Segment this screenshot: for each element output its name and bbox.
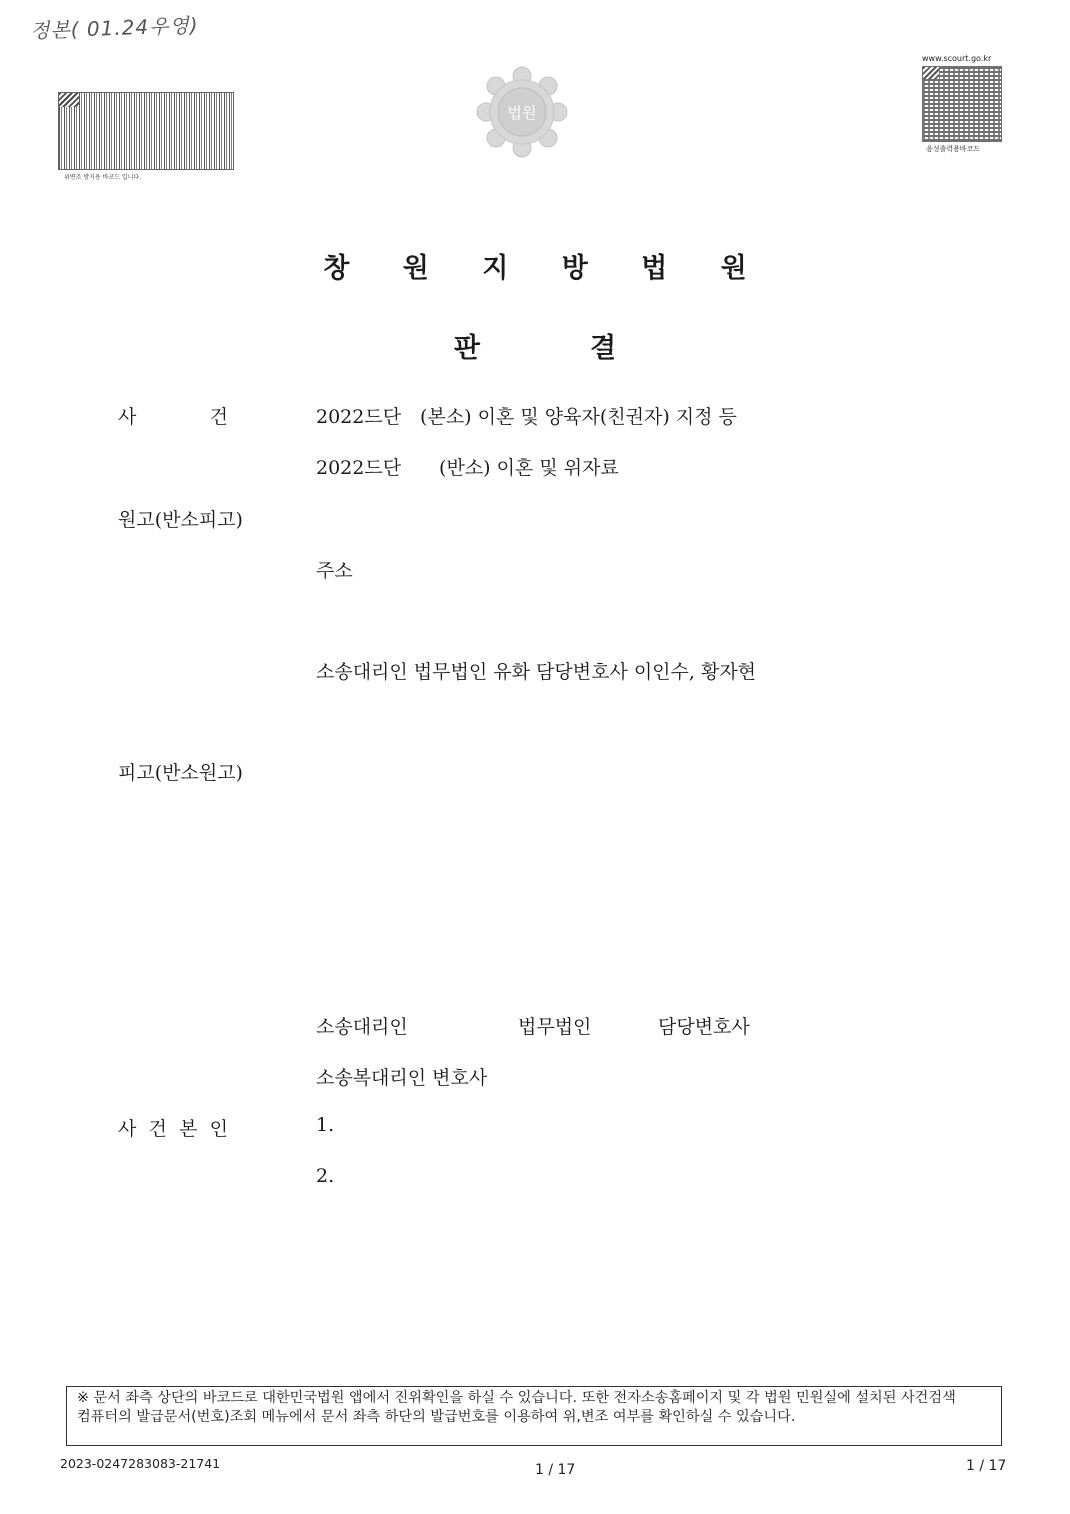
- page-number-right: 1 / 17: [966, 1458, 1007, 1474]
- court-name: 창 원 지 방 법 원: [323, 253, 769, 284]
- page-number-center: 1 / 17: [535, 1462, 576, 1478]
- voice-output-barcode: [922, 66, 1002, 142]
- case-line-counter: 2022드단 (반소) 이혼 및 위자료: [316, 457, 619, 479]
- seal-text: 법원: [507, 104, 537, 122]
- qr-url: www.scourt.go.kr: [922, 54, 992, 63]
- case-principals-label: 사 건 본 인: [118, 1118, 228, 1140]
- verification-notice: ※ 문서 좌측 상단의 바코드로 대한민국법원 앱에서 진위확인을 하실 수 있습니다. 또한 전자소송홈페이지 및 각 법원 민원실에 설치된 사건검색 컴퓨터의 발급문서(번호)조회 메뉴에서 문서 좌측 하단의 발급번호를 이용하여 위,변조 여부를 확인하실 수 있습니다.: [66, 1386, 1002, 1446]
- defendant-counsel-firm: 법무법인: [518, 1016, 592, 1038]
- document-title: [0, 326, 1070, 365]
- plaintiff-counsel: 소송대리인 법무법인 유화 담당변호사 이인수, 황자현: [316, 661, 757, 683]
- case-principal-2: 2.: [316, 1165, 335, 1187]
- defendant-counsel-attorney: 담당변호사: [658, 1016, 750, 1038]
- defendant-counsel-label: 소송대리인: [316, 1016, 408, 1038]
- case-line-main: 2022드단 (본소) 이혼 및 양육자(친권자) 지정 등: [316, 406, 737, 428]
- document-title-right: 결: [590, 333, 617, 364]
- defendant-sub-counsel: 소송복대리인 변호사: [316, 1067, 488, 1089]
- issue-number: 2023-0247283083-21741: [60, 1456, 221, 1471]
- document-title-left: 판: [453, 333, 480, 364]
- case-label: 사 건: [118, 406, 228, 428]
- qr-caption: 음성출력용바코드: [926, 145, 981, 153]
- plaintiff-address-label: 주소: [316, 560, 353, 582]
- handwritten-note: 정본( 01.24우영): [29, 13, 199, 43]
- defendant-label: 피고(반소원고): [118, 762, 243, 784]
- barcode-caption: 위변조 방지용 바코드 입니다.: [64, 174, 142, 181]
- court-seal-icon: [472, 62, 572, 162]
- plaintiff-label: 원고(반소피고): [118, 509, 243, 531]
- case-principal-1: 1.: [316, 1114, 335, 1136]
- anti-forgery-barcode: [58, 92, 234, 170]
